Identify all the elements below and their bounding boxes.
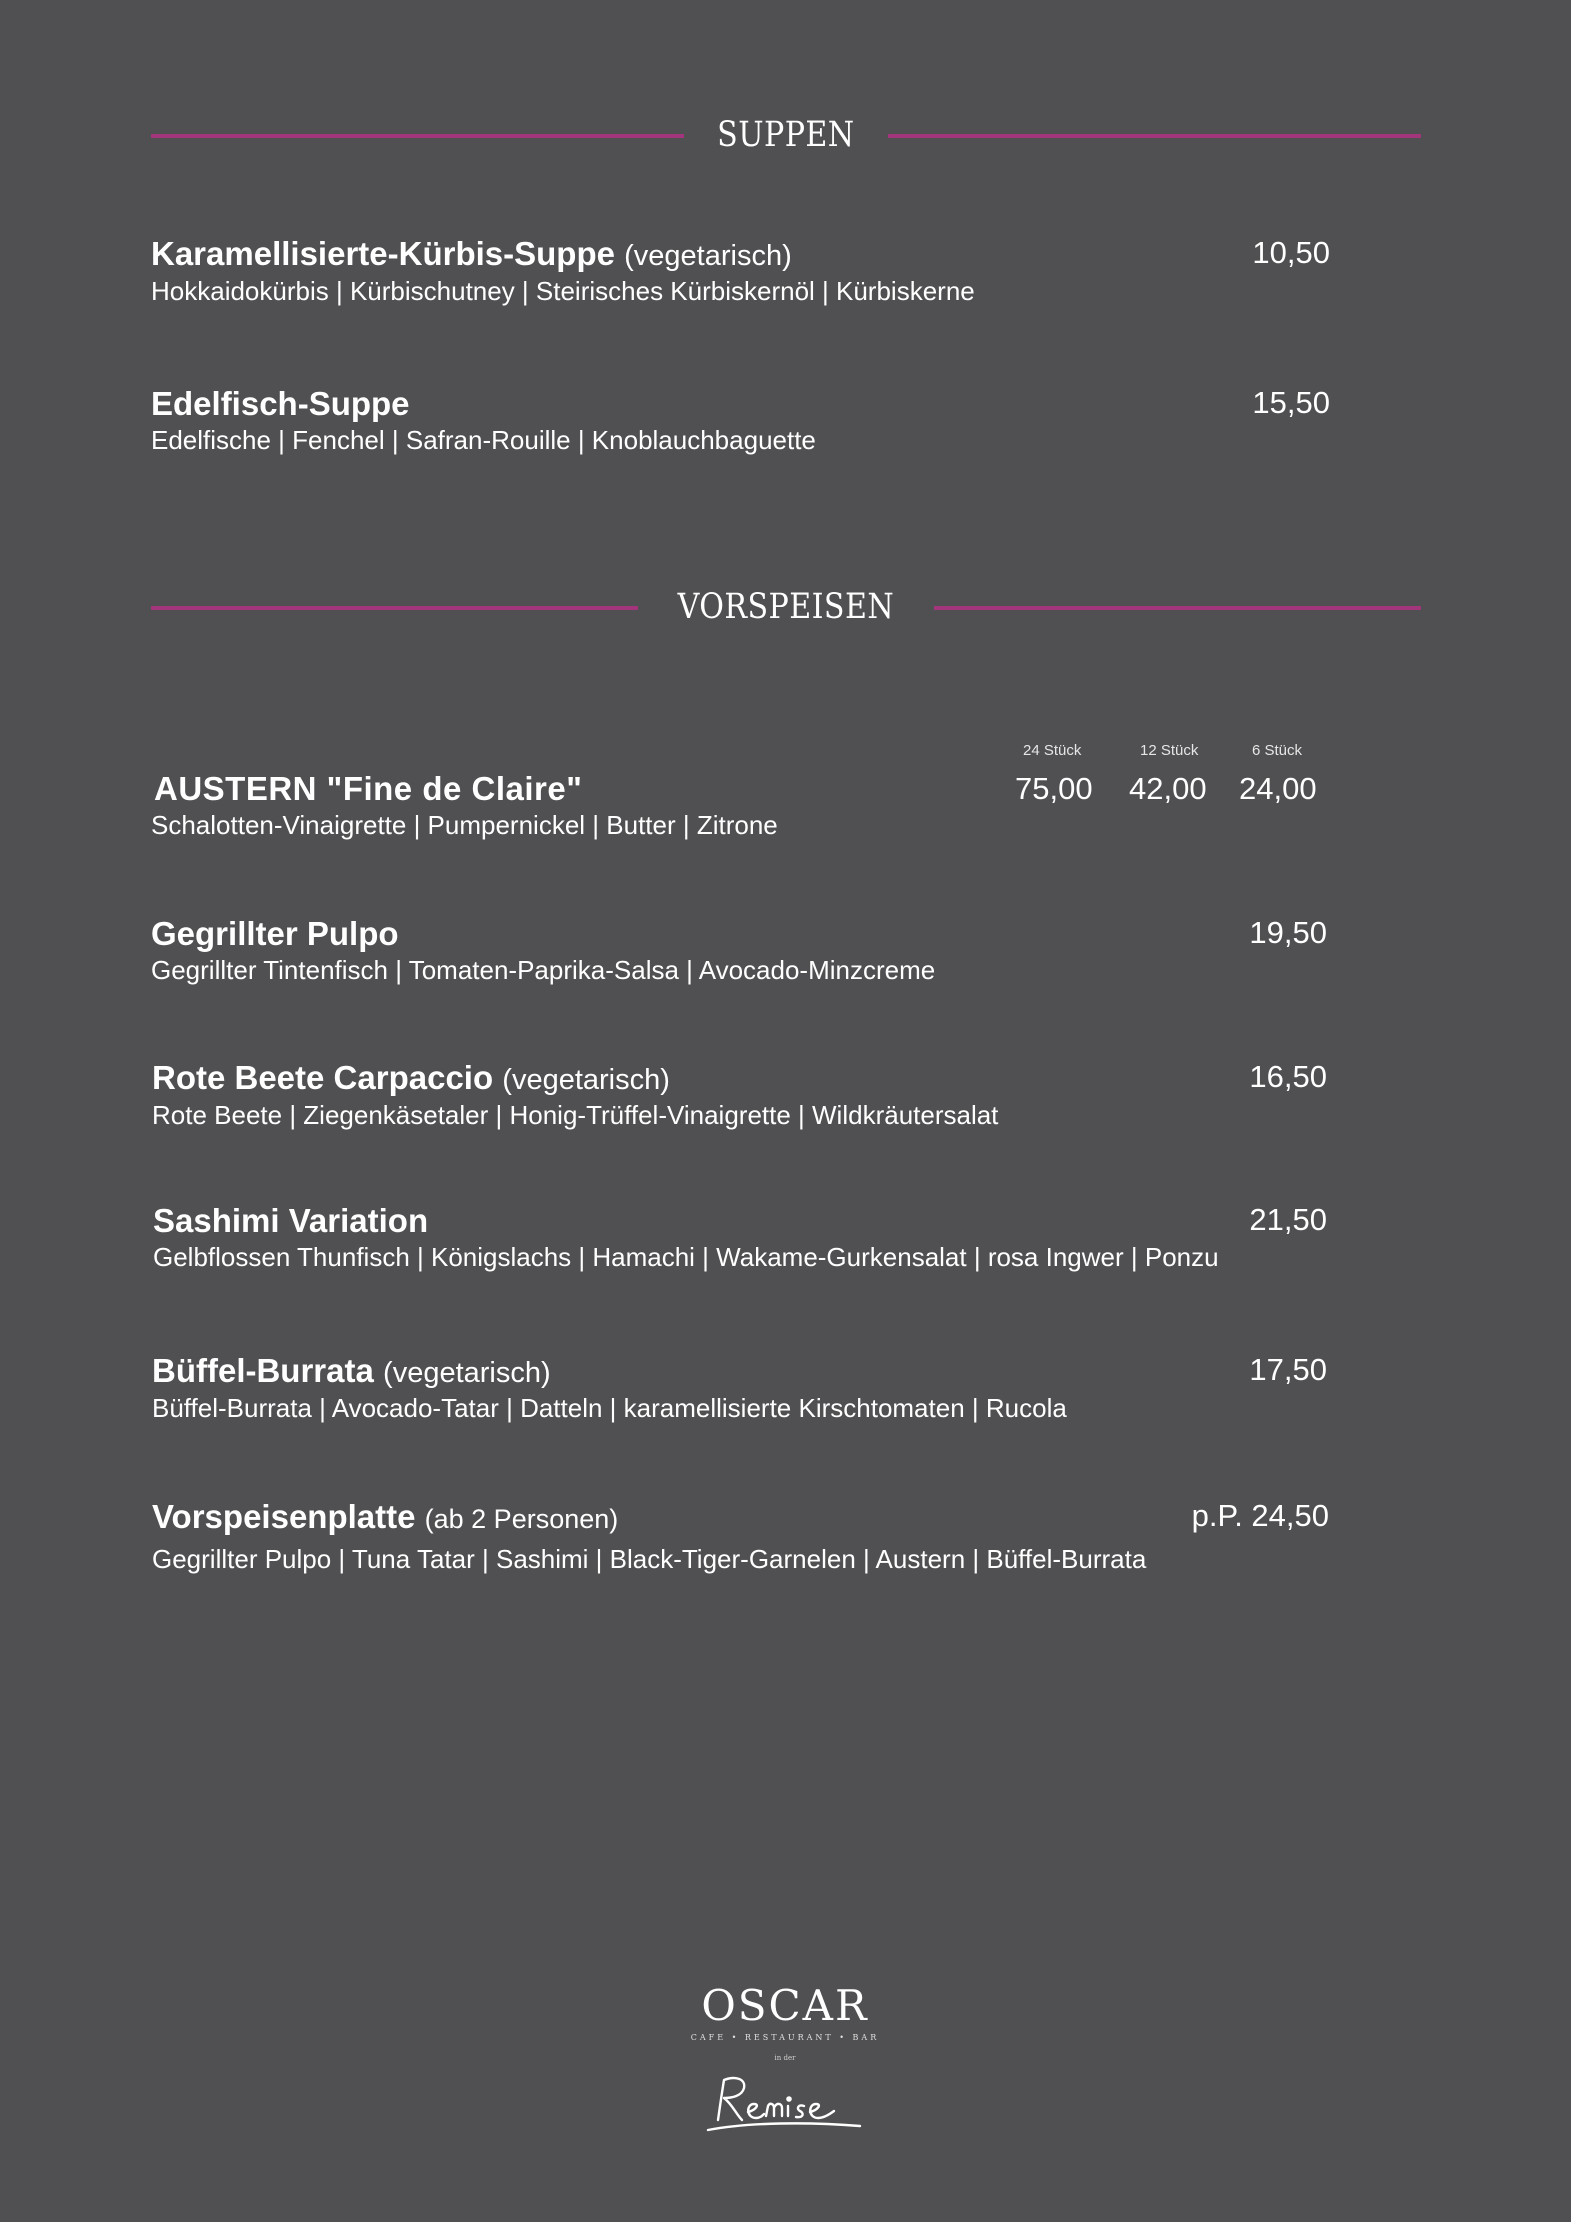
item-title: Karamellisierte-Kürbis-Suppe	[151, 235, 615, 272]
item-description: Gelbflossen Thunfisch | Königslachs | Hamachi | Wakame-Gurkensalat | rosa Ingwer | Ponzu	[153, 1242, 1219, 1273]
item-title: Gegrillter Pulpo	[151, 915, 399, 952]
divider-line	[151, 606, 638, 610]
item-title: Vorspeisenplatte	[152, 1498, 416, 1535]
item-name	[151, 386, 1321, 422]
item-description: Edelfische | Fenchel | Safran-Rouille | Knoblauchbaguette	[151, 425, 816, 456]
section-title: SUPPEN	[717, 115, 855, 155]
menu-item	[152, 1498, 1329, 1576]
divider-line	[151, 134, 684, 138]
item-note: (vegetarisch)	[383, 1357, 551, 1389]
menu-item	[153, 1202, 1327, 1274]
item-price: 16,50	[1249, 1059, 1327, 1094]
item-note: (vegetarisch)	[624, 240, 792, 272]
item-price-24: 75,00	[1015, 771, 1093, 806]
item-name	[153, 1203, 1323, 1239]
divider-line	[934, 606, 1421, 610]
size-label: 24 Stück	[1023, 742, 1082, 759]
item-name	[151, 916, 1321, 952]
item-title: Edelfisch-Suppe	[151, 385, 410, 422]
item-price-12: 42,00	[1129, 771, 1207, 806]
item-description: Hokkaidokürbis | Kürbischutney | Steirisches Kürbiskernöl | Kürbiskerne	[151, 275, 975, 306]
item-description: Gegrillter Pulpo | Tuna Tatar | Sashimi | Black-Tiger-Garnelen | Austern | Büffel-Burrata	[152, 1544, 1147, 1575]
section-title: VORSPEISEN	[677, 587, 895, 627]
item-title: Sashimi Variation	[153, 1202, 429, 1239]
item-name: AUSTERN "Fine de Claire"	[154, 770, 583, 807]
section-header-suppen	[151, 115, 1421, 155]
item-price: 17,50	[1249, 1352, 1327, 1387]
logo-brand: OSCAR	[701, 1981, 869, 2030]
item-description: Schalotten-Vinaigrette | Pumpernickel | Butter | Zitrone	[151, 810, 778, 841]
menu-item	[151, 235, 1330, 307]
remise-script-logo	[640, 2068, 930, 2143]
item-price: 15,50	[1252, 385, 1330, 420]
item-note: (vegetarisch)	[502, 1064, 670, 1096]
item-price: 21,50	[1249, 1202, 1327, 1237]
item-price: 10,50	[1252, 235, 1330, 270]
menu-item	[151, 385, 1330, 457]
item-title: Büffel-Burrata	[152, 1352, 374, 1389]
menu-item	[152, 1059, 1327, 1131]
item-description: Rote Beete | Ziegenkäsetaler | Honig-Trüffel-Vinaigrette | Wildkräutersalat	[152, 1099, 999, 1130]
item-name	[152, 1353, 1322, 1390]
section-header-vorspeisen	[151, 587, 1421, 627]
size-label: 6 Stück	[1252, 742, 1303, 759]
item-note: (ab 2 Personen)	[424, 1504, 619, 1534]
logo-subline: in der	[774, 2054, 796, 2062]
menu-item	[151, 915, 1327, 987]
restaurant-logo	[640, 1981, 930, 2143]
size-label: 12 Stück	[1140, 742, 1199, 759]
item-name	[152, 1499, 1322, 1535]
remise-signature-icon	[700, 2068, 870, 2138]
item-price: p.P. 24,50	[1191, 1498, 1329, 1533]
item-description: Büffel-Burrata | Avocado-Tatar | Datteln | karamellisierte Kirschtomaten | Rucola	[152, 1392, 1067, 1423]
item-price-6: 24,00	[1239, 771, 1317, 806]
item-title: Rote Beete Carpaccio	[152, 1059, 494, 1096]
menu-item	[152, 1352, 1327, 1424]
logo-tagline: CAFE • RESTAURANT • BAR	[690, 2033, 880, 2042]
item-name	[151, 236, 1321, 273]
divider-line	[888, 134, 1421, 138]
item-description: Gegrillter Tintenfisch | Tomaten-Paprika-Salsa | Avocado-Minzcreme	[151, 955, 936, 986]
item-price: 19,50	[1249, 915, 1327, 950]
item-name	[152, 1060, 1322, 1097]
